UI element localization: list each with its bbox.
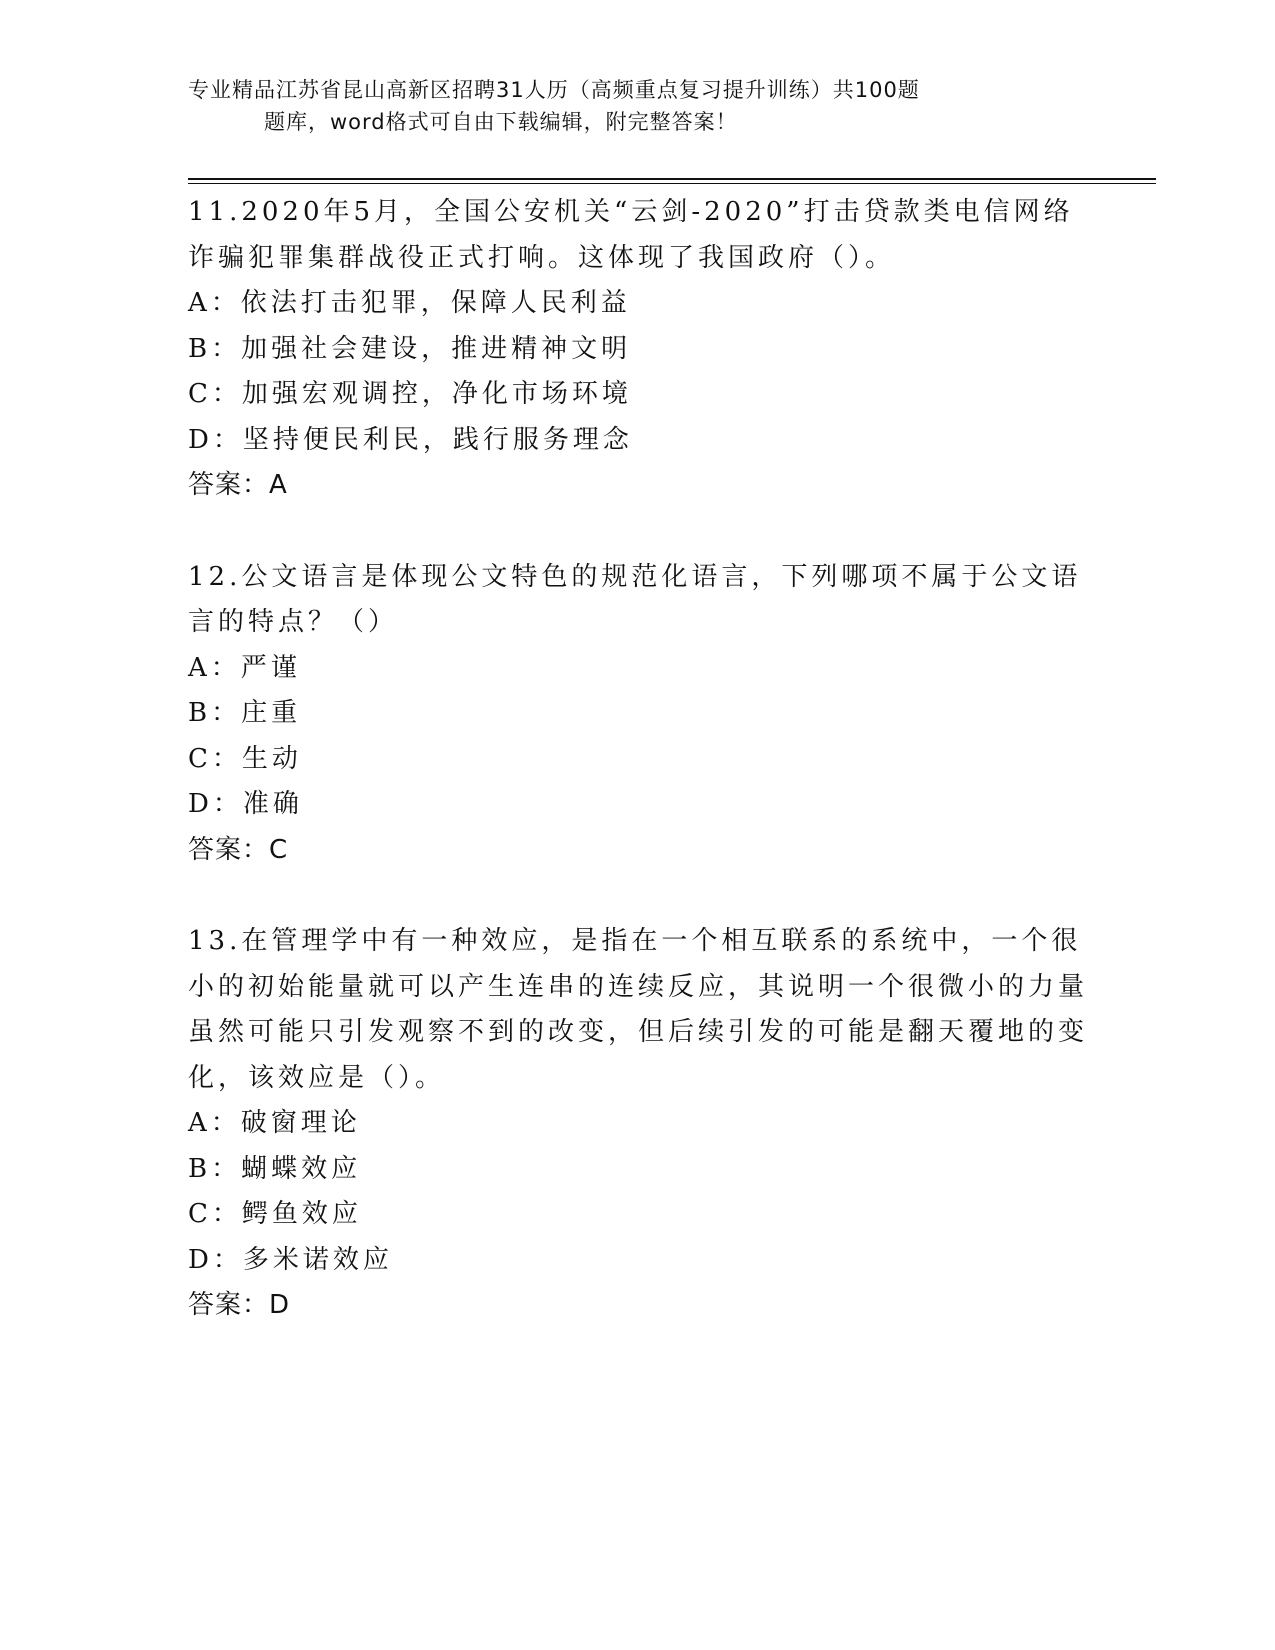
header-divider-thin [188, 183, 1156, 184]
question-13 [188, 919, 1088, 1329]
document-header [188, 74, 1088, 138]
option-c: C：加强宏观调控，净化市场环境 [188, 379, 632, 409]
question-stem: 13.在管理学中有一种效应，是指在一个相互联系的系统中，一个很小的初始能量就可以产生连串的连续反应，其说明一个很微小的力量虽然可能只引发观察不到的改变，但后续引发的可能是翻天覆地的变化，该效应是（）。 [188, 926, 1089, 1093]
question-stem: 11.2020年5月，全国公安机关“云剑-2020”打击贷款类电信网络诈骗犯罪集群战役正式打响。这体现了我国政府（）。 [188, 197, 1074, 273]
answer-line: 答案：D [188, 1290, 291, 1320]
option-c: C：生动 [188, 743, 302, 774]
question-11 [188, 190, 1088, 509]
option-a: A：破窗理论 [188, 1108, 361, 1138]
answer-line: 答案：C [188, 834, 289, 865]
answer-line: 答案：A [188, 470, 288, 500]
option-a: A：依法打击犯罪，保障人民利益 [188, 288, 631, 318]
option-d: D：坚持便民利民，践行服务理念 [188, 424, 633, 455]
question-12 [188, 555, 1088, 874]
option-c: C：鳄鱼效应 [188, 1199, 362, 1229]
question-list [188, 190, 1088, 1375]
option-b: B：加强社会建设，推进精神文明 [188, 333, 632, 364]
option-d: D：准确 [188, 789, 303, 819]
option-d: D：多米诺效应 [188, 1244, 393, 1275]
option-b: B：庄重 [188, 698, 302, 728]
question-stem: 12.公文语言是体现公文特色的规范化语言，下列哪项不属于公文语言的特点？（） [188, 561, 1082, 637]
option-b: B：蝴蝶效应 [188, 1153, 362, 1184]
header-divider-thick [188, 178, 1156, 180]
header-title-line1: 专业精品江苏省昆山高新区招聘31人历（高频重点复习提升训练）共100题 [188, 78, 920, 102]
header-title-line2: 题库，word格式可自由下载编辑，附完整答案！ [264, 110, 738, 134]
option-a: A：严谨 [188, 652, 301, 683]
